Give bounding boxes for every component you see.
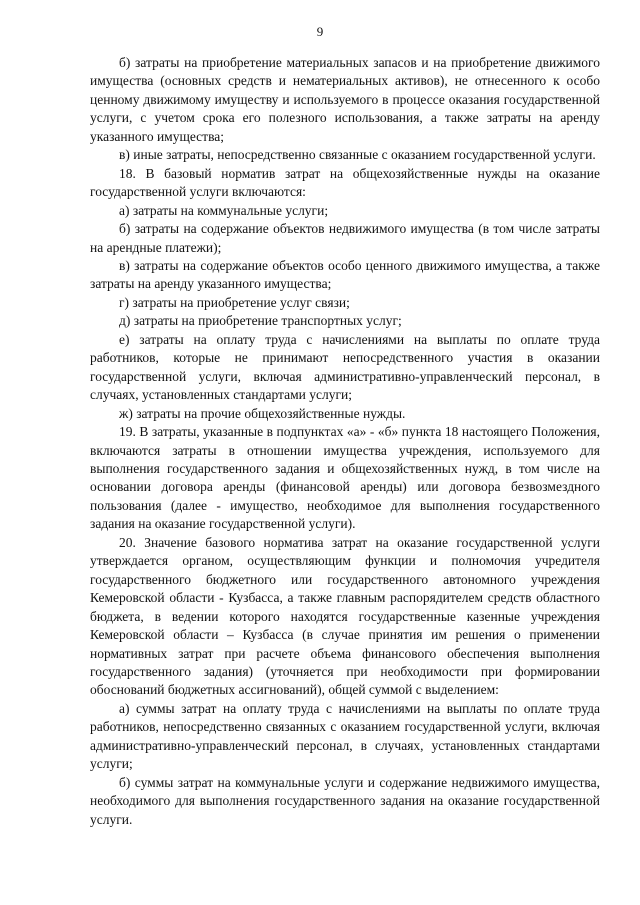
- paragraph-19: 19. В затраты, указанные в подпунктах «а» - «б» пункта 18 настоящего Положения, включаются затраты в отношении имущества учреждения, используемого для выполнения государственного задания и общехозяйственных нужд, в том числе на основании договора аренды (финансовой аренды) или договора безвозмездного пользования (далее - имущество, необходимое для выполнения государственного задания на оказание государственной услуги).: [90, 424, 600, 532]
- paragraph-18d: д) затраты на приобретение транспортных услуг;: [119, 313, 402, 329]
- paragraph-18: 18. В базовый норматив затрат на общехозяйственные нужды на оказание государственной услуги включаются:: [90, 165, 600, 200]
- paragraph-18a: а) затраты на коммунальные услуги;: [119, 202, 329, 218]
- paragraph-20: 20. Значение базового норматива затрат на оказание государственной услуги утверждается органом, осуществляющим функции и полномочия учредителя государственного бюджетного или государственного автономного учреждения Кемеровской области - Кузбасса, а также главным распорядителем средств областного бюджета, в ведении которого находятся государственные казенные учреждения Кемеровской области – Кузбасса (в случае принятия им решения о применении нормативных затрат при расчете объема финансового обеспечения выполнения государственного задания) (уточняется при необходимости при формировании обоснований бюджетных ассигнований), общей суммой с выделением:: [90, 534, 600, 698]
- paragraph-18zh: ж) затраты на прочие общехозяйственные нужды.: [119, 405, 406, 421]
- paragraph-18v: в) затраты на содержание объектов особо ценного движимого имущества, а также затраты на аренду указанного имущества;: [90, 257, 600, 292]
- paragraph-20b: б) суммы затрат на коммунальные услуги и содержание недвижимого имущества, необходимого для выполнения государственного задания на оказание государственной услуги.: [90, 774, 600, 827]
- page-number: 9: [316, 24, 324, 39]
- paragraph-18e: е) затраты на оплату труда с начислениями на выплаты по оплате труда работников, которые не принимают непосредственного участия в оказании государственной услуги, включая административно-управленческий персонал, в случаях, установленных стандартами услуги;: [90, 331, 600, 403]
- paragraph-18g: г) затраты на приобретение услуг связи;: [119, 294, 350, 310]
- paragraph-18b: б) затраты на содержание объектов недвижимого имущества (в том числе затраты на арендные платежи);: [90, 221, 600, 255]
- paragraph-20a: а) суммы затрат на оплату труда с начислениями на выплаты по оплате труда работников, непосредственно связанных с оказанием государственной услуги, включая административно-управленческий персонал, в случаях, установленных стандартами услуги;: [90, 700, 600, 772]
- paragraph-17v: в) иные затраты, непосредственно связанные с оказанием государственной услуги.: [119, 147, 596, 163]
- document-body: [90, 54, 600, 829]
- paragraph-17b: б) затраты на приобретение материальных запасов и на приобретение движимого имущества (основных средств и нематериальных активов), не отнесенного к особо ценному движимому имуществу и используемого в процессе оказания государственной услуги, с учетом срока его полезного использования, а также затраты на аренду указанного имущества;: [90, 55, 600, 144]
